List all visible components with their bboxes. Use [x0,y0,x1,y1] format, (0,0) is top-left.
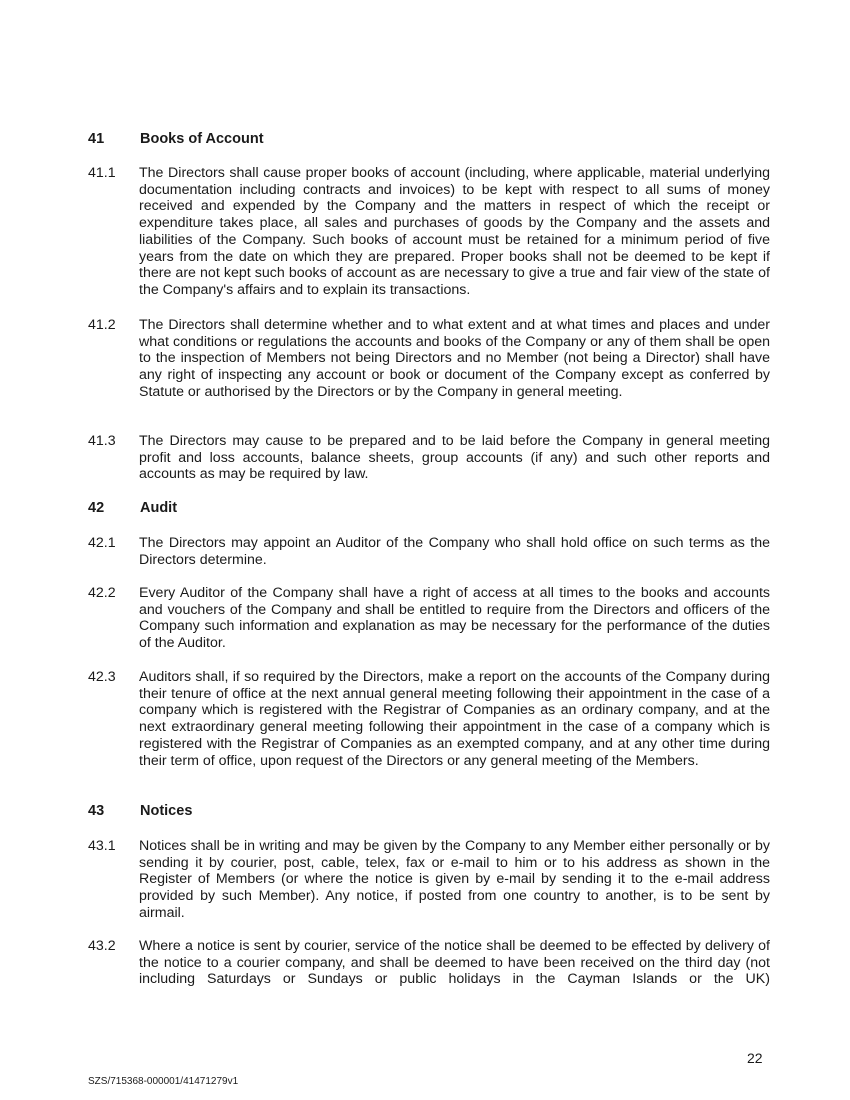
clause-number: 41.1 [88,165,116,181]
section-heading-41 [88,131,264,147]
clause-text: Every Auditor of the Company shall have a right of access at all times to the books and accounts and vouchers of the Company and shall be entitled to require from the Directors and officers of the Company such information and explanation as may be necessary for the performance of the duties of the Auditor. [139,585,770,652]
section-heading-42 [88,500,177,516]
clause-text: The Directors shall determine whether and to what extent and at what times and places and under what conditions or regulations the accounts and books of the Company or any of them shall be open to the inspection of Members not being Directors and no Member (not being a Director) shall have any right of inspecting any account or book or document of the Company except as conferred by Statute or authorised by the Directors or by the Company in general meeting. [139,317,770,400]
clause-text: Notices shall be in writing and may be given by the Company to any Member either personally or by sending it by courier, post, cable, telex, fax or e-mail to him or to his address as shown in the Register of Members (or where the notice is given by e-mail by sending it to the e-mail address provided by such Member). Any notice, if posted from one country to another, is to be sent by airmail. [139,838,770,921]
section-number: 42 [88,500,105,516]
clause-text: Where a notice is sent by courier, service of the notice shall be deemed to be effected by delivery of the notice to a courier company, and shall be deemed to have been received on the third day (not including Saturdays or Sundays or public holidays in the Cayman Islands or the UK) [139,938,770,988]
clause-number: 42.2 [88,585,116,601]
clause-number: 43.1 [88,838,116,854]
clause-42-3 [88,669,770,769]
section-number: 43 [88,803,105,819]
clause-number: 42.1 [88,535,116,551]
clause-number: 42.3 [88,669,116,685]
section-title: Audit [140,500,178,516]
section-number: 41 [88,131,105,147]
section-title: Notices [140,803,193,819]
section-heading-43 [88,803,192,819]
clause-41-3 [88,433,770,483]
clause-text: The Directors may appoint an Auditor of the Company who shall hold office on such terms as the Directors determine. [139,535,770,568]
clause-41-2 [88,317,770,401]
section-title: Books of Account [140,131,264,147]
page-number: 22 [747,1050,763,1066]
clause-text: Auditors shall, if so required by the Directors, make a report on the accounts of the Company during their tenure of office at the next annual general meeting following their appointment in the case of a company which is registered with the Registrar of Companies as an ordinary company, and at the next extraordinary general meeting following their appointment in the case of a company which is registered with the Registrar of Companies as an exempted company, and at any other time during their term of office, upon request of the Directors or any general meeting of the Members. [139,669,770,769]
document-reference: SZS/715368-000001/41471279v1 [88,1076,239,1087]
clause-number: 43.2 [88,938,116,954]
clause-43-2 [88,938,770,988]
clause-text: The Directors may cause to be prepared and to be laid before the Company in general meeting profit and loss accounts, balance sheets, group accounts (if any) and such other reports and accounts as may be required by law. [139,433,770,483]
clause-number: 41.2 [88,317,116,333]
clause-text: The Directors shall cause proper books of account (including, where applicable, material underlying documentation including contracts and invoices) to be kept with respect to all sums of money received and expended by the Company and the matters in respect of which the receipt or expenditure takes place, all sales and purchases of goods by the Company and the assets and liabilities of the Company. Such books of account must be retained for a minimum period of five years from the date on which they are prepared. Proper books shall not be deemed to be kept if there are not kept such books of account as are necessary to give a true and fair view of the state of the Company's affairs and to explain its transactions. [139,165,770,298]
clause-number: 41.3 [88,433,116,449]
clause-43-1 [88,838,770,922]
clause-41-1 [88,165,770,299]
clause-42-2 [88,585,770,652]
clause-42-1 [88,535,770,568]
